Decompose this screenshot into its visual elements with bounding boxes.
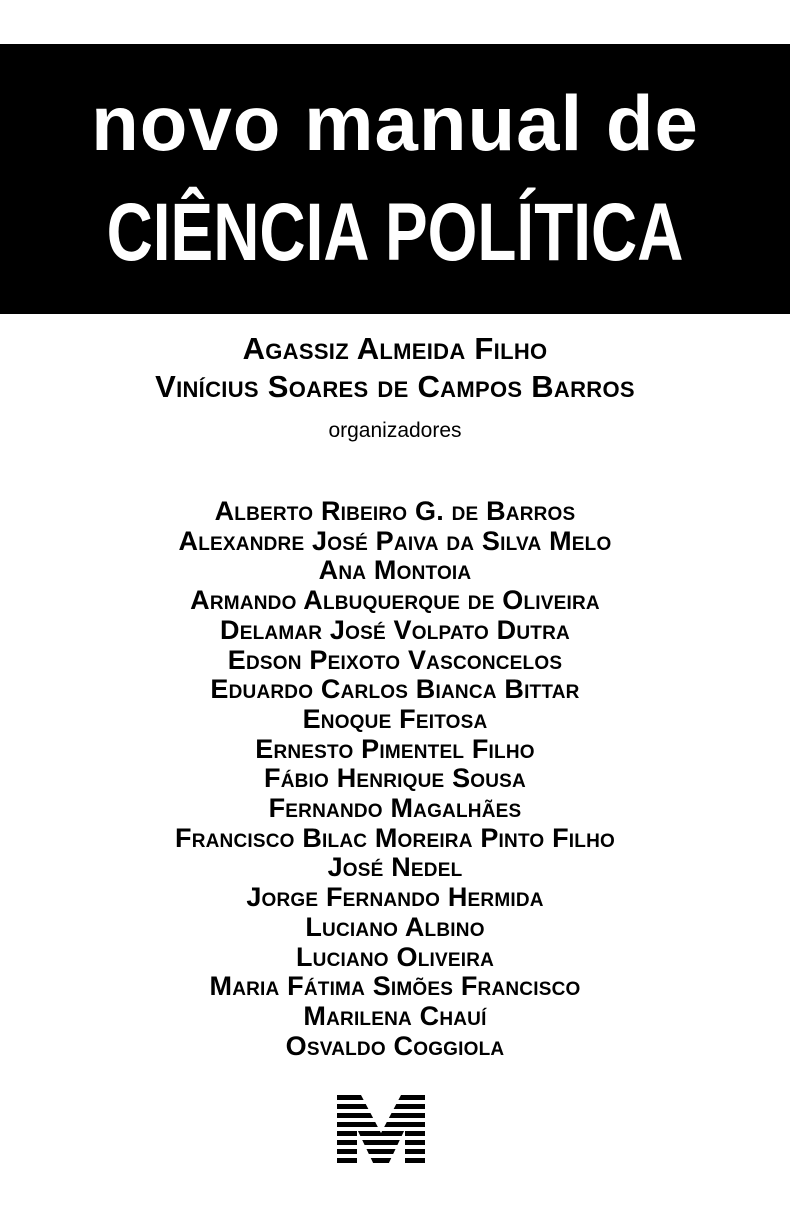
book-title-line-2: CIÊNCIA POLÍTICA [106,187,684,278]
author-name: Marilena Chauí [303,1000,487,1031]
author-name: Francisco Bilac Moreira Pinto Filho [175,822,615,853]
author-name: Alberto Ribeiro G. de Barros [214,496,576,526]
author-name: Osvaldo Coggiola [285,1030,505,1061]
publisher-m-logo-icon [335,1093,427,1169]
author-name: Ana Montoia [318,555,472,586]
author-name: Ernesto Pimentel Filho [255,733,535,764]
author-name: Enoque Feitosa [302,703,488,734]
organizer-name: Vinícius Soares de Campos Barros [155,369,635,404]
author-name: Delamar José Volpato Dutra [220,614,570,645]
author-name: Armando Albuquerque de Oliveira [190,585,600,616]
author-name: Fernando Magalhães [268,793,522,824]
author-name: Eduardo Carlos Bianca Bittar [210,674,580,705]
author-name: Jorge Fernando Hermida [246,882,544,913]
authors-list [0,497,790,1061]
author-name: Edson Peixoto Vasconcelos [227,644,563,675]
author-name: Fábio Henrique Sousa [264,763,526,794]
author-name: Luciano Oliveira [295,941,495,972]
organizers-role-label: organizadores [328,419,462,442]
author-name: Alexandre José Paiva da Silva Melo [178,525,612,556]
organizers-block [0,330,790,444]
book-title-line-1: novo manual de [91,79,699,167]
author-name: José Nedel [327,852,463,883]
author-name: Maria Fátima Simões Francisco [209,971,581,1002]
author-name: Luciano Albino [305,911,485,942]
organizer-name: Agassiz Almeida Filho [242,331,548,366]
